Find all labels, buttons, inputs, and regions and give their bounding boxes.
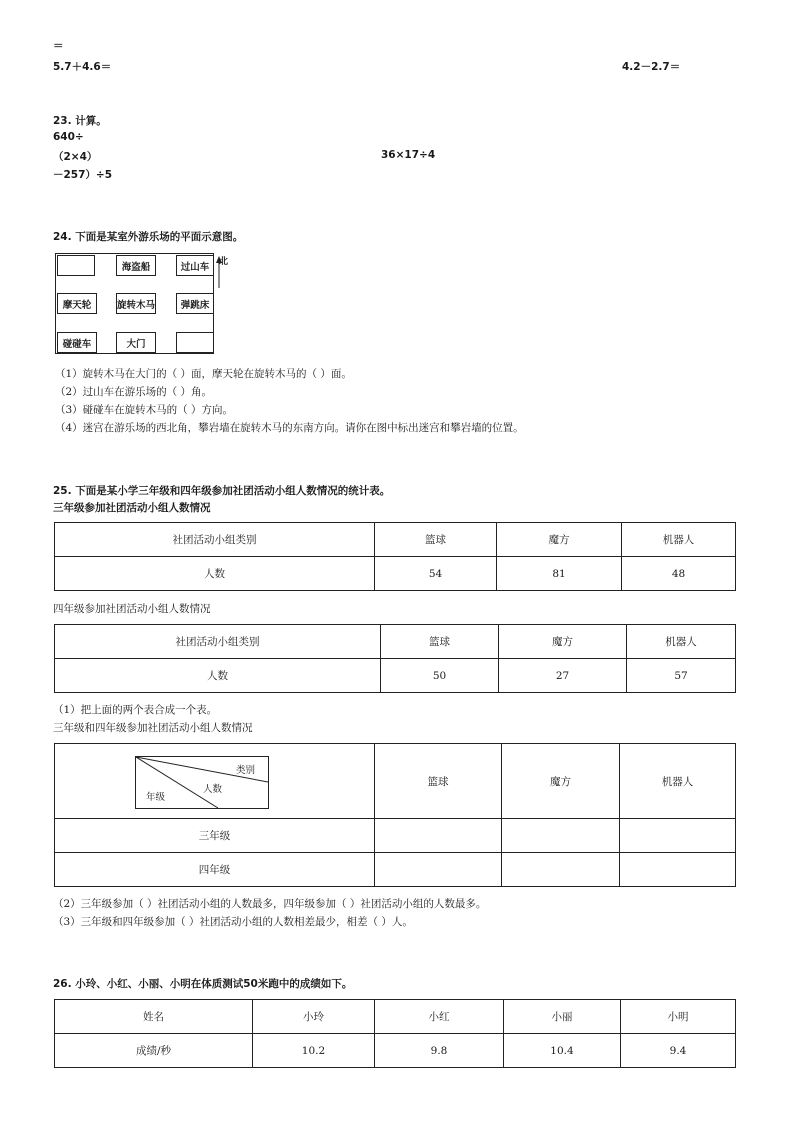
map-label: 过山车 (180, 261, 210, 273)
map-label: 大门 (126, 338, 146, 350)
map-pirate-ship (116, 255, 156, 276)
q24-heading: 24. 下面是某室外游乐场的平面示意图。 (53, 231, 244, 243)
map-label: 海盗船 (121, 261, 151, 273)
q23-heading: 23. 计算。 (53, 115, 107, 127)
table-cell: 50 (381, 659, 499, 693)
table-header-cell: 小明 (621, 1000, 736, 1034)
table-cell: 10.4 (504, 1034, 621, 1068)
q24-sub1: （1）旋转木马在大门的（ ）面，摩天轮在旋转木马的（ ）面。 (55, 368, 352, 380)
table-header-cell: 小丽 (504, 1000, 621, 1034)
table3-title: 三年级和四年级参加社团活动小组人数情况 (53, 722, 253, 734)
map-trampoline (176, 293, 214, 314)
table-header-cell: 魔方 (499, 625, 627, 659)
grade3-table (54, 522, 736, 591)
table-cell: 人数 (55, 557, 375, 591)
q24-sub4: （4）迷宫在游乐场的西北角，攀岩墙在旋转木马的东南方向。请你在图中标出迷宫和攀岩墙的位置。 (55, 422, 524, 434)
diag-grade-label: 年级 (146, 792, 166, 803)
diag-count-label: 人数 (203, 784, 223, 795)
map-label: 碰碰车 (62, 338, 92, 350)
map-label: 摩天轮 (62, 299, 92, 311)
q25-sub2: （2）三年级参加（ ）社团活动小组的人数最多，四年级参加（ ）社团活动小组的人数最多。 (53, 898, 487, 910)
map-carousel (116, 293, 156, 314)
table-header-cell: 机器人 (627, 625, 736, 659)
table-cell: 人数 (55, 659, 381, 693)
q25-heading: 25. 下面是某小学三年级和四年级参加社团活动小组人数情况的统计表。 (53, 485, 391, 497)
answer-cell[interactable] (502, 853, 620, 887)
table-cell: 27 (499, 659, 627, 693)
map-cell-empty-se[interactable] (176, 332, 214, 353)
table-row (55, 625, 736, 659)
map-ferris-wheel (57, 293, 97, 314)
q23-line1: 640÷ (53, 131, 84, 143)
answer-cell[interactable] (375, 853, 502, 887)
table-cell: 三年级 (55, 819, 375, 853)
table-row (55, 659, 736, 693)
table-row (55, 523, 736, 557)
table-header-cell: 姓名 (55, 1000, 253, 1034)
map-label: 弹跳床 (180, 299, 210, 311)
table-cell: 54 (375, 557, 497, 591)
answer-cell[interactable] (620, 853, 736, 887)
map-roller-coaster (176, 255, 214, 276)
expression-left: 5.7＋4.6＝ (53, 61, 112, 73)
diag-category-label: 类别 (236, 765, 256, 776)
map-gate (116, 332, 156, 353)
map-bumper-car (57, 332, 97, 353)
q23-line2-right: 36×17÷4 (381, 149, 436, 161)
north-label: 北 (219, 257, 229, 267)
table-cell: 81 (497, 557, 622, 591)
q25-sub1: （1）把上面的两个表合成一个表。 (53, 704, 218, 716)
table-header-cell: 小红 (375, 1000, 504, 1034)
q25-sub3: （3）三年级和四年级参加（ ）社团活动小组的人数相差最少，相差（ ）人。 (53, 916, 413, 928)
table-cell: 10.2 (253, 1034, 375, 1068)
table-cell: 四年级 (55, 853, 375, 887)
equals-sign: ＝ (53, 40, 64, 52)
table-header-cell: 篮球 (381, 625, 499, 659)
q24-sub2: （2）过山车在游乐场的（ ）角。 (55, 386, 213, 398)
q26-heading: 26. 小玲、小红、小丽、小明在体质测试50米跑中的成绩如下。 (53, 978, 353, 990)
table-row (55, 1000, 736, 1034)
table-cell: 9.4 (621, 1034, 736, 1068)
map-label: 旋转木马 (117, 299, 156, 311)
table-header-cell: 篮球 (375, 744, 502, 819)
map-cell-empty-nw[interactable] (57, 255, 95, 276)
combined-table (54, 743, 736, 887)
table-header-cell: 魔方 (502, 744, 620, 819)
table-row (55, 853, 736, 887)
table-header-cell: 小玲 (253, 1000, 375, 1034)
grade4-table (54, 624, 736, 693)
diagonal-header-cell (55, 744, 375, 819)
q23-line3: －257）÷5 (53, 169, 113, 181)
table-row (55, 1034, 736, 1068)
table-row (55, 557, 736, 591)
table-header-cell: 社团活动小组类别 (55, 523, 375, 557)
expression-right: 4.2－2.7＝ (622, 61, 681, 73)
table-cell: 成绩/秒 (55, 1034, 253, 1068)
table1-title: 三年级参加社团活动小组人数情况 (53, 502, 211, 514)
table-header-cell: 社团活动小组类别 (55, 625, 381, 659)
answer-cell[interactable] (375, 819, 502, 853)
diagonal-header-box (135, 756, 269, 809)
running-score-table (54, 999, 736, 1068)
table-header-cell: 魔方 (497, 523, 622, 557)
park-map (55, 253, 214, 354)
answer-cell[interactable] (620, 819, 736, 853)
table-row (55, 744, 736, 819)
table2-title: 四年级参加社团活动小组人数情况 (53, 603, 211, 615)
table-cell: 9.8 (375, 1034, 504, 1068)
table-row (55, 819, 736, 853)
answer-cell[interactable] (502, 819, 620, 853)
table-cell: 48 (622, 557, 736, 591)
table-cell: 57 (627, 659, 736, 693)
q24-sub3: （3）碰碰车在旋转木马的（ ）方向。 (55, 404, 234, 416)
q23-line2-left: （2×4） (53, 151, 98, 163)
table-header-cell: 机器人 (620, 744, 736, 819)
table-header-cell: 机器人 (622, 523, 736, 557)
table-header-cell: 篮球 (375, 523, 497, 557)
